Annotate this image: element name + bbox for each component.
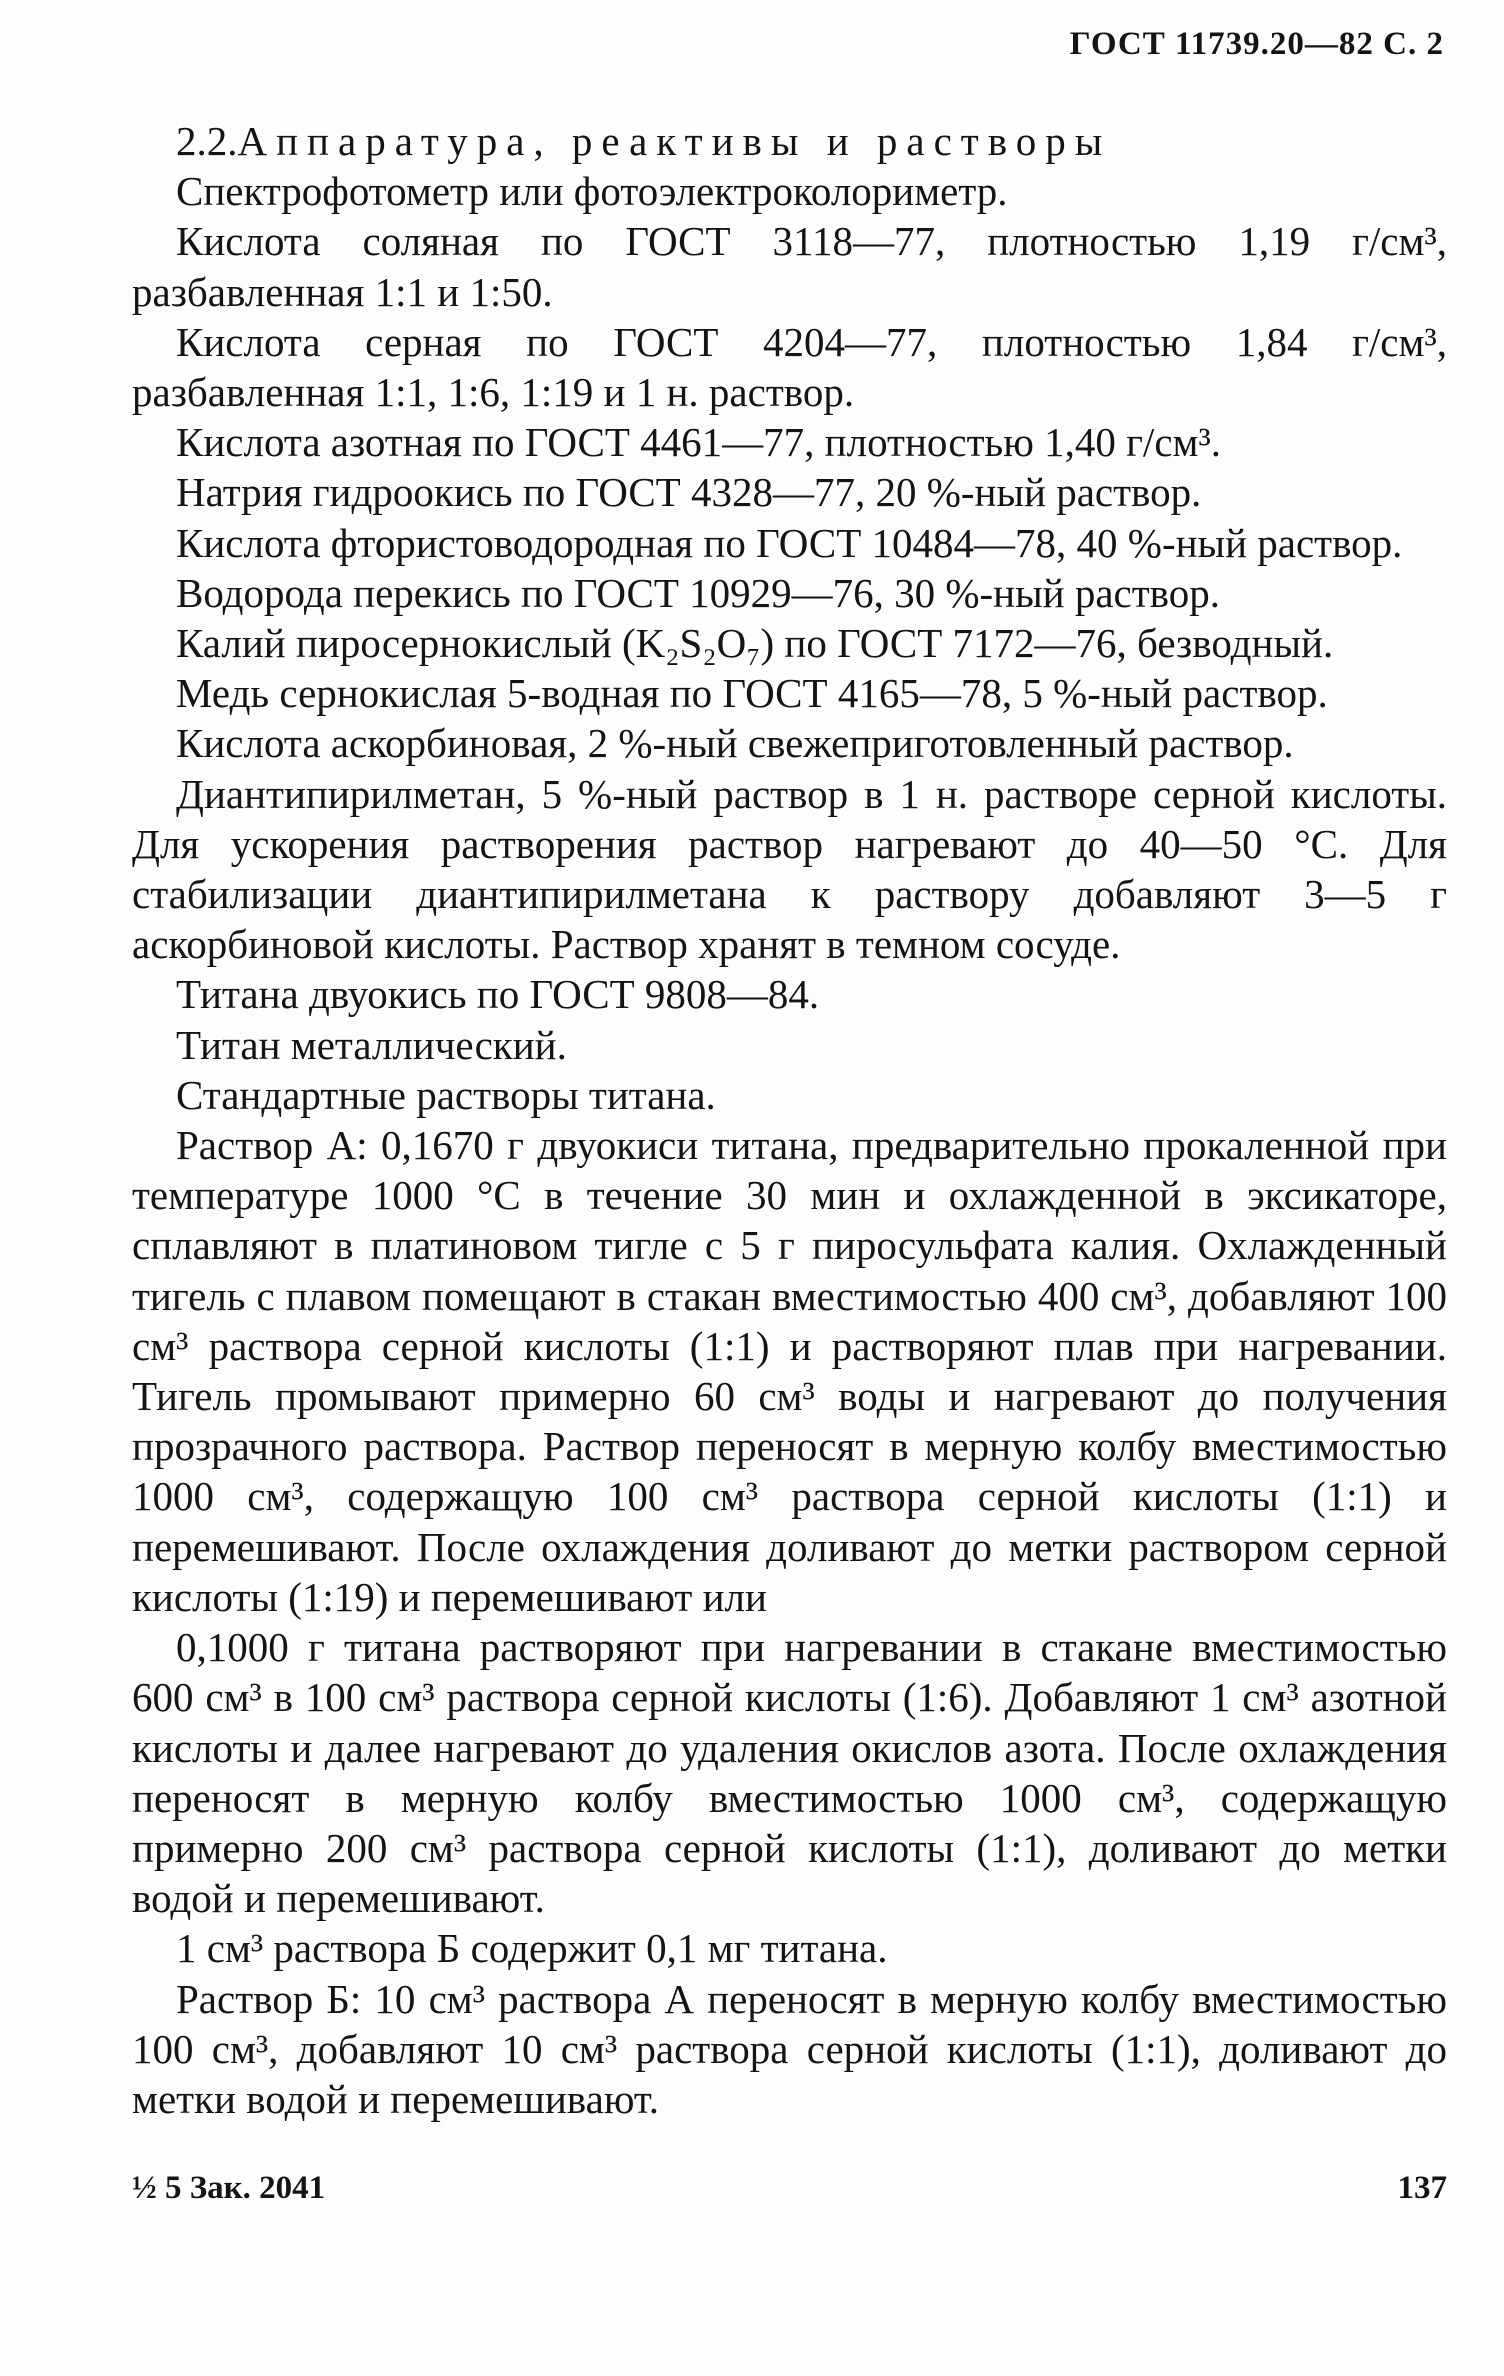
paragraph: Кислота серная по ГОСТ 4204—77, плотностью 1,84 г/см³, разбавленная 1:1, 1:6, 1:19 и 1 н. раствор. — [132, 318, 1447, 416]
paragraph: Медь сернокислая 5-водная по ГОСТ 4165—78, 5 %-ный раствор. — [176, 670, 1328, 717]
paragraph: 1 см³ раствора Б содержит 0,1 мг титана. — [176, 1925, 888, 1972]
paragraph: Водорода перекись по ГОСТ 10929—76, 30 %-ный раствор. — [176, 569, 1220, 616]
paragraph: Кислота аскорбиновая, 2 %-ный свежеприготовленный раствор. — [176, 720, 1294, 767]
document-body — [132, 116, 1447, 2124]
section-number: 2.2. — [176, 118, 238, 164]
paragraph: Натрия гидроокись по ГОСТ 4328—77, 20 %-ный раствор. — [176, 469, 1202, 516]
paragraph: Раствор Б: 10 см³ раствора А переносят в мерную колбу вместимостью 100 см³, добавляют 10 см³ раствора серной кислоты (1:1), доливают до метки водой и перемешивают. — [132, 1975, 1447, 2122]
page-number: 137 — [1397, 2170, 1447, 2206]
paragraph: Стандартные растворы титана. — [176, 1071, 716, 1118]
paragraph: Кислота соляная по ГОСТ 3118—77, плотностью 1,19 г/см³, разбавленная 1:1 и 1:50. — [132, 218, 1447, 315]
paragraph: Спектрофотометр или фотоэлектроколориметр. — [176, 168, 1008, 215]
paragraph: Раствор А: 0,1670 г двуокиси титана, предварительно прокаленной при температуре 1000 °С в течение 30 мин и охлажденной в эксикаторе, сплавляют в платиновом тигле с 5 г пиросульфата калия. Охлажденный тигель с плавом помещают в стакан вместимостью 400 см³, добавляют 100 см³ раствора серной кислоты (1:1) и растворяют плав при нагревании. Тигель промывают примерно 60 см³ воды и нагревают до получения прозрачного раствора. Раствор переносят в мерную колбу вместимостью 1000 см³, содержащую 100 см³ раствора серной кислоты (1:1) и перемешивают. После охлаждения доливают до метки раствором серной кислоты (1:19) и перемешивают или — [132, 1122, 1447, 1620]
paragraph: Титан металлический. — [176, 1021, 567, 1068]
section-heading — [132, 116, 1447, 166]
order-info: ½ 5 Зак. 2041 — [132, 2170, 326, 2206]
paragraph: Титана двуокись по ГОСТ 9808—84. — [176, 971, 820, 1018]
paragraph: Калий пиросернокислый (K₂S₂O₇) по ГОСТ 7172—76, безводный. — [176, 620, 1334, 667]
paragraph: Кислота азотная по ГОСТ 4461—77, плотностью 1,40 г/см³. — [176, 419, 1221, 466]
paragraph: Кислота фтористоводородная по ГОСТ 10484—78, 40 %-ный раствор. — [176, 519, 1403, 566]
running-header: ГОСТ 11739.20—82 С. 2 — [1069, 26, 1444, 62]
paragraph: 0,1000 г титана растворяют при нагревании в стакане вместимостью 600 см³ в 100 см³ раствора серной кислоты (1:6). Добавляют 1 см³ азотной кислоты и далее нагревают до удаления окислов азота. После охлаждения переносят в мерную колбу вместимостью 1000 см³, содержащую примерно 200 см³ раствора серной кислоты (1:1), доливают до метки водой и перемешивают. — [132, 1624, 1447, 1922]
paragraph: Диантипирилметан, 5 %-ный раствор в 1 н. растворе серной кислоты. Для ускорения растворения раствор нагревают до 40—50 °С. Для стабилизации диантипирилметана к раствору добавляют 3—5 г аскорбиновой кислоты. Раствор хранят в темном сосуде. — [132, 770, 1447, 968]
section-title: Аппаратура, реактивы и растворы — [237, 118, 1112, 164]
